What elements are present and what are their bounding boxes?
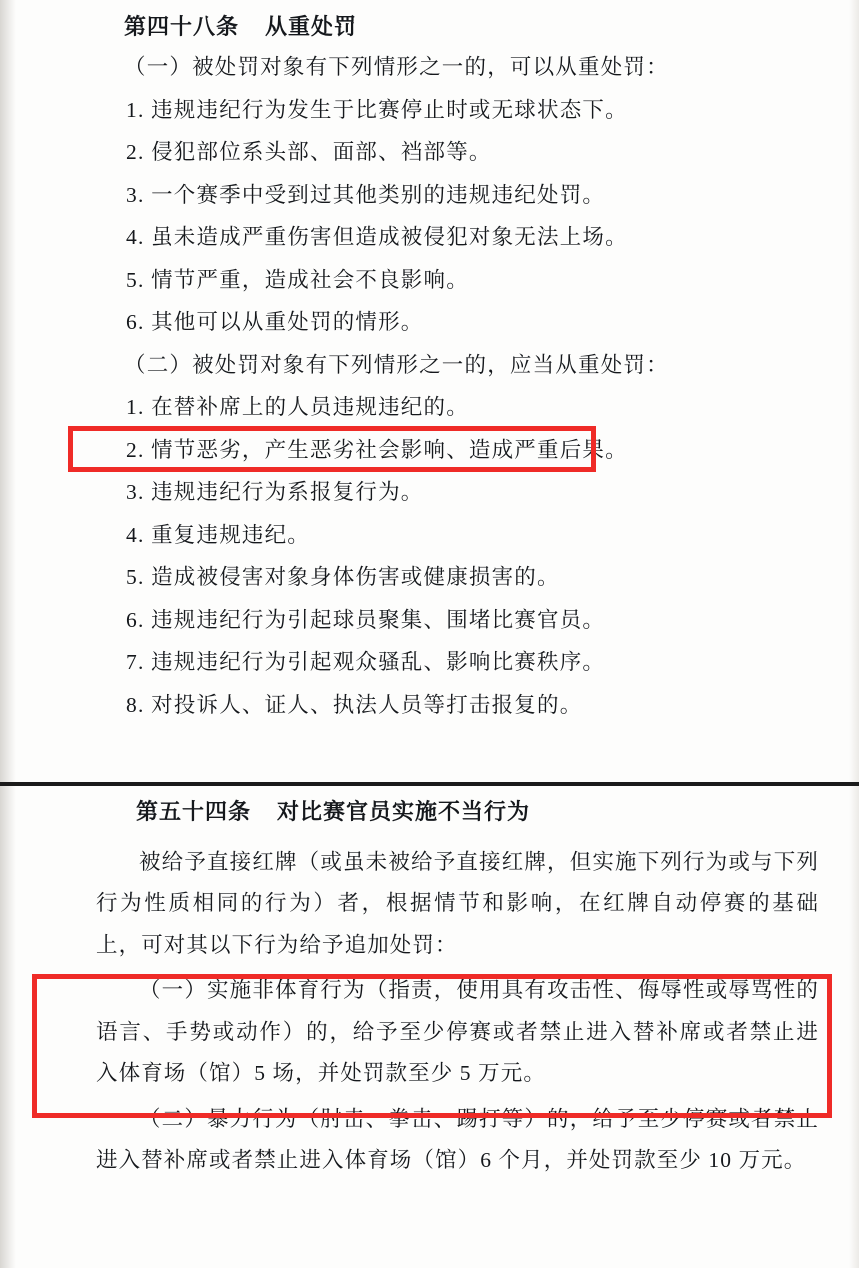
article-48-line-16: 8. 对投诉人、证人、执法人员等打击报复的。 — [126, 692, 583, 717]
article-48-heading — [124, 10, 819, 41]
page-right-edge-shadow — [849, 0, 859, 1268]
article-54-heading — [136, 795, 819, 826]
article-48-line-1: （一）被处罚对象有下列情形之一的，可以从重处罚： — [124, 55, 669, 79]
article-48-line-11: 3. 违规违纪行为系报复行为。 — [126, 480, 424, 504]
article-48-line-4: 3. 一个赛季中受到过其他类别的违规违纪处罚。 — [126, 182, 606, 207]
article-54-paragraph-item-2: （二）暴力行为（肘击、拳击、踢打等）的，给予至少停赛或者禁止进入替补席或者禁止进入体育场（馆）6 个月，并处罚款至少 10 万元。 — [96, 1106, 819, 1173]
article-48-line-8: （二）被处罚对象有下列情形之一的，应当从重处罚： — [124, 352, 669, 377]
article-48-line-3: 2. 侵犯部位系头部、面部、裆部等。 — [126, 140, 492, 164]
page-left-edge-shadow — [0, 0, 16, 1268]
article-48-line-2: 1. 违规违纪行为发生于比赛停止时或无球状态下。 — [126, 97, 628, 122]
article-48-section — [96, 10, 819, 737]
article-54-paragraph-item-1: （一）实施非体育行为（指责，使用具有攻击性、侮辱性或辱骂性的语言、手势或动作）的，给予至少停赛或者禁止进入替补席或者禁止进入体育场（馆）5 场，并处罚款至少 5 万元。 — [96, 978, 819, 1086]
article-48-line-10: 2. 情节恶劣，产生恶劣社会影响、造成严重后果。 — [126, 437, 628, 462]
article-54-number: 第五十四条 — [136, 799, 252, 824]
article-48-line-12: 4. 重复违规违纪。 — [126, 522, 311, 547]
article-54-paragraph-intro: 被给予直接红牌（或虽未被给予直接红牌，但实施下列行为或与下列行为性质相同的行为）者，根据情节和影响，在红牌自动停赛的基础上，可对其以下行为给予追加处罚： — [96, 850, 819, 957]
article-48-line-5: 4. 虽未造成严重伤害但造成被侵犯对象无法上场。 — [126, 225, 628, 249]
article-48-line-6: 5. 情节严重，造成社会不良影响。 — [126, 267, 469, 292]
article-48-line-7: 6. 其他可以从重处罚的情形。 — [126, 310, 424, 334]
article-48-number: 第四十八条 — [124, 14, 240, 39]
article-48-line-15: 7. 违规违纪行为引起观众骚乱、影响比赛秩序。 — [126, 650, 606, 674]
article-48-title: 从重处罚 — [265, 14, 358, 39]
article-54-title: 对比赛官员实施不当行为 — [277, 799, 531, 824]
page-section-divider — [0, 782, 859, 786]
article-48-line-13: 5. 造成被侵害对象身体伤害或健康损害的。 — [126, 565, 560, 589]
article-54-section — [96, 795, 819, 1186]
article-48-line-14: 6. 违规违纪行为引起球员聚集、围堵比赛官员。 — [126, 607, 606, 632]
article-48-line-9: 1. 在替补席上的人员违规违纪的。 — [126, 395, 469, 419]
